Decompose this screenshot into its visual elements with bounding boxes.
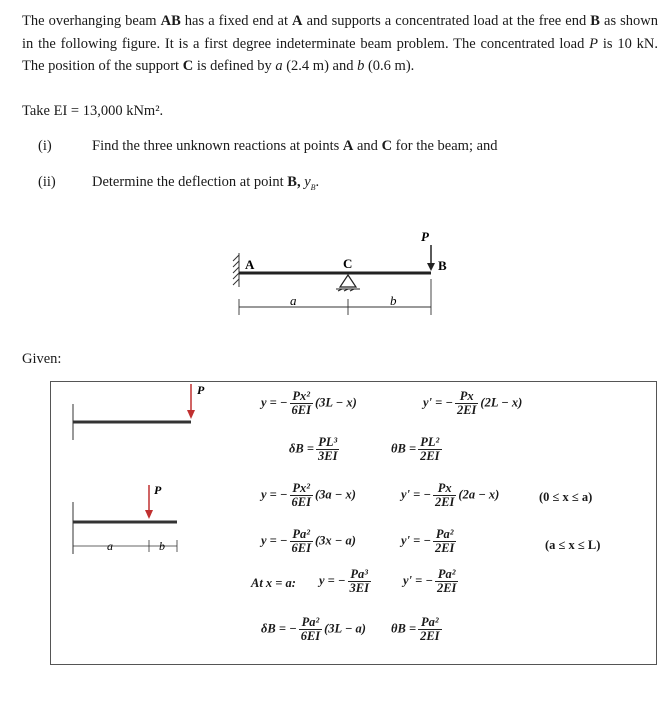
denominator: 6EI: [291, 495, 311, 509]
eq-row-2-delta: [289, 436, 341, 463]
load-symbol: P: [589, 35, 599, 52]
eq-text: y = −: [261, 487, 288, 502]
eq-text: y' = −: [401, 533, 431, 548]
task-number-2: (ii): [38, 174, 56, 190]
denominator: 2EI: [434, 541, 455, 555]
fraction: [316, 436, 339, 463]
text-span: Find the three unknown reactions at points: [92, 138, 343, 154]
numerator: Pa²: [290, 528, 313, 542]
text-span: (0.6 m).: [364, 58, 415, 74]
task-1: [92, 138, 498, 155]
eq-row-5-y: [319, 568, 373, 595]
eq-row-4-condition: (a ≤ x ≤ L): [545, 538, 601, 552]
beam-figure: [220, 225, 460, 325]
eq-text: y = −: [261, 533, 288, 548]
task-2: [92, 174, 319, 192]
text-span: as shown in the following figure. It is a first degree indeterminate beam problem. The concentrated load: [22, 13, 659, 52]
eq-text: (3x − a): [314, 533, 356, 548]
load-arrow: [427, 245, 435, 271]
text-span: is 10 kN. The position of the support: [22, 35, 658, 74]
numerator: Px: [455, 390, 478, 404]
eq-text: At x = a:: [251, 576, 296, 590]
bold-span: C: [381, 138, 393, 154]
fraction: [290, 390, 313, 417]
label-b-point: B: [438, 258, 447, 273]
fraction: [290, 528, 313, 555]
eq-row-3-yprime: [401, 482, 499, 509]
eq-text: (3a − x): [314, 487, 356, 502]
b-symbol: b: [357, 58, 365, 74]
text-span: Determine the deflection at point: [92, 174, 288, 190]
denominator: 6EI: [291, 403, 311, 417]
fraction: [418, 436, 441, 463]
numerator: Pa³: [348, 568, 371, 582]
beam-name: AB: [160, 13, 181, 29]
problem-statement: [22, 10, 658, 78]
italic-span: y: [300, 174, 311, 190]
eq-text: y' = −: [401, 487, 431, 502]
fraction: [433, 482, 456, 509]
bold-span: A: [342, 138, 354, 154]
text-span: and: [353, 138, 382, 154]
eq-text: δB = −: [261, 621, 297, 636]
numerator: Pa²: [299, 616, 322, 630]
text-span: .: [315, 174, 320, 190]
label-a-dim: a: [290, 293, 297, 308]
dimension-line: [239, 279, 431, 315]
eq-row-3-y: [261, 482, 356, 509]
text-span: has a fixed end at: [180, 13, 293, 29]
eq-row-2-theta: [391, 436, 444, 463]
fraction: [299, 616, 322, 643]
denominator: 2EI: [436, 581, 457, 595]
label-p: P: [421, 229, 429, 244]
dim-a-label-visible: a: [107, 539, 113, 553]
label-c-point: C: [343, 256, 353, 271]
task-number-1: (i): [38, 138, 52, 154]
numerator: Pa²: [418, 616, 441, 630]
bold-span: B,: [287, 174, 301, 190]
numerator: Px²: [290, 390, 313, 404]
cantilever-1: [73, 384, 195, 440]
cantilever-2-p: P: [154, 483, 162, 497]
text-span: (2.4 m) and: [282, 58, 358, 74]
numerator: PL³: [316, 436, 339, 450]
eq-text: (2L − x): [480, 395, 523, 410]
dim-b-label: b: [159, 539, 165, 553]
text-span: and supports a concentrated load at the free end: [302, 13, 591, 29]
numerator: Px: [433, 482, 456, 496]
eq-row-4-y: [261, 528, 356, 555]
eq-text: θB =: [391, 441, 417, 456]
eq-row-6-theta: [391, 616, 444, 643]
label-a-point: A: [245, 257, 255, 272]
eq-row-4-yprime: [401, 528, 458, 555]
pin-support: [336, 275, 360, 291]
eq-text: δB =: [289, 441, 314, 456]
fraction: [433, 528, 456, 555]
numerator: Px²: [290, 482, 313, 496]
eq-row-5-yprime: [403, 568, 460, 595]
eq-text: y' = −: [423, 395, 453, 410]
eq-text: (3L − a): [324, 621, 366, 636]
denominator: 2EI: [420, 629, 440, 643]
text-span: is defined by: [193, 58, 276, 74]
given-box: [50, 381, 657, 665]
label-b-dim: b: [390, 293, 397, 308]
take-ei: Take EI = 13,000 kNm².: [22, 103, 164, 119]
denominator: 3EI: [349, 581, 369, 595]
eq-row-6-delta: [261, 616, 366, 643]
point-a: A: [292, 13, 303, 29]
point-c: C: [182, 58, 194, 74]
fraction: [290, 482, 313, 509]
eq-row-5-at: [251, 576, 296, 591]
denominator: 2EI: [420, 449, 440, 463]
subscript: B: [310, 182, 316, 192]
denominator: 6EI: [300, 629, 321, 643]
fraction: [455, 390, 478, 417]
numerator: PL²: [418, 436, 441, 450]
eq-text: y = −: [319, 573, 346, 588]
eq-text: (3L − x): [314, 395, 357, 410]
eq-row-1-y: [261, 390, 357, 417]
eq-row-1-yprime: [423, 390, 522, 417]
denominator: 6EI: [291, 541, 311, 555]
a-symbol: a: [275, 58, 283, 74]
fraction: [348, 568, 371, 595]
eq-text: y = −: [261, 395, 288, 410]
fixed-wall: [233, 253, 239, 287]
fraction: [435, 568, 458, 595]
numerator: Pa²: [433, 528, 456, 542]
eq-text: (2a − x): [458, 487, 500, 502]
text-span: The overhanging beam: [22, 13, 161, 29]
denominator: 2EI: [434, 495, 455, 509]
eq-row-3-condition: (0 ≤ x ≤ a): [539, 490, 593, 504]
eq-text: θB =: [391, 621, 417, 636]
text-span: for the beam; and: [392, 138, 498, 154]
denominator: 2EI: [456, 403, 477, 417]
cantilever-1-p: P: [197, 383, 205, 397]
numerator: Pa²: [435, 568, 458, 582]
cantilever-sketches: [51, 382, 205, 582]
given-label: Given:: [22, 351, 62, 367]
denominator: 3EI: [318, 449, 338, 463]
point-b: B: [590, 13, 600, 29]
fraction: [418, 616, 441, 643]
eq-text: y' = −: [403, 573, 433, 588]
